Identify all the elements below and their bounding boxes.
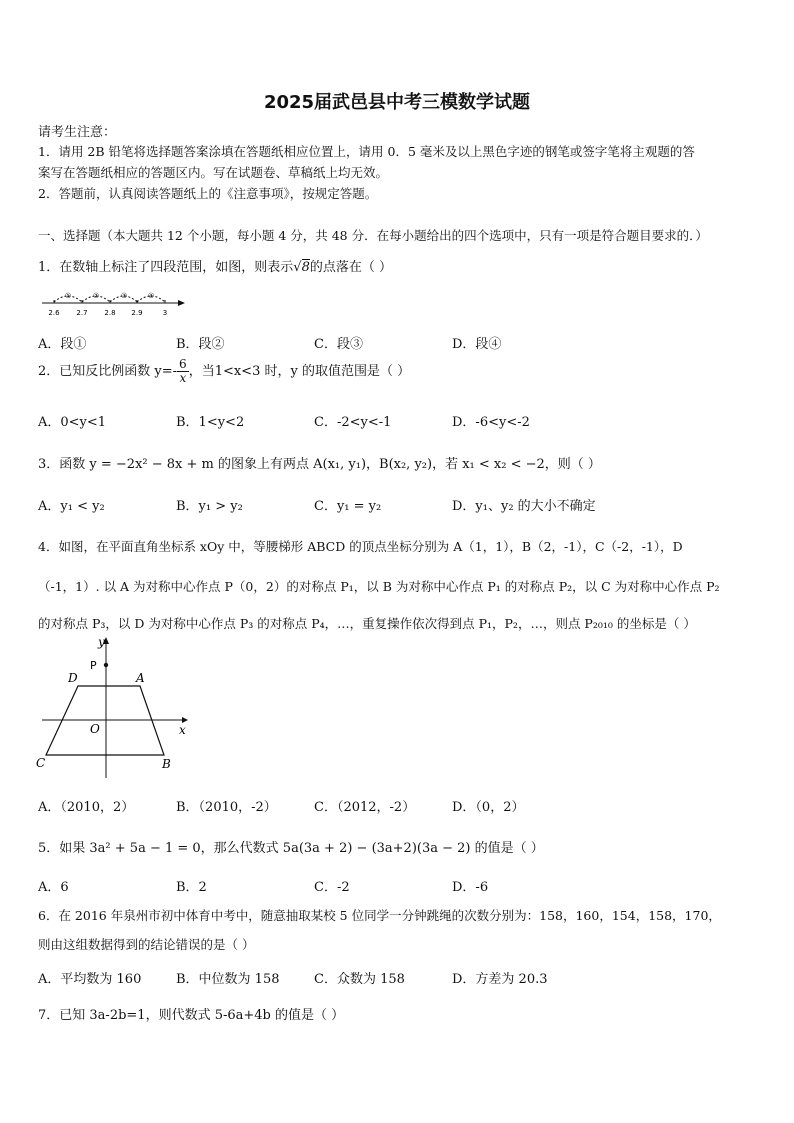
q5-option-a[interactable]: A．6 xyxy=(38,880,69,895)
arc-label-1: ① xyxy=(64,292,72,300)
q3-option-b[interactable]: B．y₁ > y₂ xyxy=(176,499,243,514)
q4-option-c[interactable]: C．（2012，-2） xyxy=(314,800,416,815)
q2-fraction xyxy=(177,358,189,385)
q5-option-b[interactable]: B．2 xyxy=(176,880,207,895)
tick-label-2: 2.7 xyxy=(76,309,88,317)
arc-label-4: ④ xyxy=(147,292,155,300)
q3-stem: 3．函数 y = −2x² − 8x + m 的图象上有两点 A(x₁, y₁)，B(x₂, y₂)，若 x₁ < x₂ < −2，则（ ） xyxy=(38,457,601,472)
q5-option-c[interactable]: C．-2 xyxy=(314,880,350,895)
notice-line-1a: 1．请用 2B 铅笔将选择题答案涂填在答题纸相应位置上，请用 0．5 毫米及以上黑色字迹的钢笔或签字笔将主观题的答 xyxy=(38,144,695,159)
label-p: P xyxy=(90,659,97,672)
q4-line-2: （-1，1）. 以 A 为对称中心作点 P（0，2）的对称点 P₁，以 B 为对称中心作点 P₁ 的对称点 P₂，以 C 为对称中心作点 P₂ xyxy=(38,579,720,594)
q1-sqrt: √8 xyxy=(293,260,310,275)
q2-stem-post: ，当1<x<3 时，y 的取值范围是（ ） xyxy=(188,364,411,379)
label-o: O xyxy=(90,722,100,736)
q1-stem-post: 的点落在（ ） xyxy=(309,260,392,275)
label-x: x xyxy=(179,723,186,737)
tick-label-4: 2.9 xyxy=(131,309,143,317)
q3-option-d[interactable]: D．y₁、y₂ 的大小不确定 xyxy=(452,499,596,514)
number-line-figure xyxy=(38,288,188,322)
page-title: 2025届武邑县中考三模数学试题 xyxy=(263,92,531,113)
arc-label-2: ② xyxy=(92,292,100,300)
q6-option-b[interactable]: B．中位数为 158 xyxy=(176,972,280,987)
q2-option-d[interactable]: D．-6<y<-2 xyxy=(452,415,530,430)
q2-frac-num: 6 xyxy=(179,357,187,371)
notice-line-1b: 案写在答题纸相应的答题区内。写在试题卷、草稿纸上均无效。 xyxy=(38,165,389,180)
q5-stem: 5．如果 3a² + 5a − 1 = 0，那么代数式 5a(3a + 2) − (3a+2)(3a − 2) 的值是（ ） xyxy=(38,841,544,856)
q1-sqrt-radicand: 8 xyxy=(301,260,310,275)
q6-line-1: 6．在 2016 年泉州市初中体育中考中，随意抽取某校 5 位同学一分钟跳绳的次数分别为：158，160，154，158，170， xyxy=(38,908,721,923)
tick-label-1: 2.6 xyxy=(48,309,60,317)
q3-option-a[interactable]: A．y₁ < y₂ xyxy=(38,499,105,514)
q5-option-d[interactable]: D．-6 xyxy=(452,880,489,895)
q2-option-a[interactable]: A．0<y<1 xyxy=(38,415,107,430)
point-p xyxy=(104,663,108,667)
notice-line-2: 2．答题前，认真阅读答题纸上的《注意事项》，按规定答题。 xyxy=(38,186,378,201)
label-y: y xyxy=(98,635,105,649)
label-c: C xyxy=(36,756,46,770)
q4-option-a[interactable]: A．（2010，2） xyxy=(38,800,135,815)
q2-frac-den: x xyxy=(179,371,187,385)
q7-stem: 7．已知 3a-2b=1，则代数式 5-6a+4b 的值是（ ） xyxy=(38,1008,345,1023)
q2-stem-pre: 2．已知反比例函数 y=- xyxy=(38,364,178,379)
trapezoid-figure xyxy=(36,634,190,780)
notice-heading: 请考生注意： xyxy=(38,125,117,140)
q2-stem xyxy=(38,358,410,385)
section-heading: 一、选择题（本大题共 12 个小题，每小题 4 分，共 48 分．在每小题给出的四个选项中，只有一项是符合题目要求的．） xyxy=(38,228,708,243)
q4-line-3: 的对称点 P₃，以 D 为对称中心作点 P₃ 的对称点 P₄，…，重复操作依次得到点 P₁，P₂，…，则点 P₂₀₁₀ 的坐标是（ ） xyxy=(38,616,696,631)
q2-option-b[interactable]: B．1<y<2 xyxy=(176,415,245,430)
q1-option-d[interactable]: D．段④ xyxy=(452,337,502,352)
q6-option-d[interactable]: D．方差为 20.3 xyxy=(452,972,548,987)
tick-label-5: 3 xyxy=(162,309,168,317)
q6-option-c[interactable]: C．众数为 158 xyxy=(314,972,405,987)
q1-stem xyxy=(38,256,392,275)
q4-option-b[interactable]: B．（2010，-2） xyxy=(176,800,277,815)
q2-option-c[interactable]: C．-2<y<-1 xyxy=(314,415,392,430)
q6-line-2: 则由这组数据得到的结论错误的是（ ） xyxy=(38,937,255,952)
label-d: D xyxy=(68,671,78,685)
q1-option-c[interactable]: C．段③ xyxy=(314,337,363,352)
tick-label-3: 2.8 xyxy=(104,309,116,317)
q1-option-a[interactable]: A．段① xyxy=(38,337,87,352)
q4-option-d[interactable]: D．（0，2） xyxy=(452,800,525,815)
q3-option-c[interactable]: C．y₁ = y₂ xyxy=(314,499,382,514)
q4-line-1: 4．如图，在平面直角坐标系 xOy 中，等腰梯形 ABCD 的顶点坐标分别为 A（1，1），B（2，-1），C（-2，-1），D xyxy=(38,539,683,554)
arc-label-3: ③ xyxy=(120,292,128,300)
q6-option-a[interactable]: A．平均数为 160 xyxy=(38,972,142,987)
q1-option-b[interactable]: B．段② xyxy=(176,337,225,352)
q1-stem-pre: 1．在数轴上标注了四段范围，如图，则表示 xyxy=(38,260,294,275)
label-b: B xyxy=(162,757,171,771)
label-a: A xyxy=(136,671,145,685)
number-line-arrow xyxy=(178,300,185,306)
